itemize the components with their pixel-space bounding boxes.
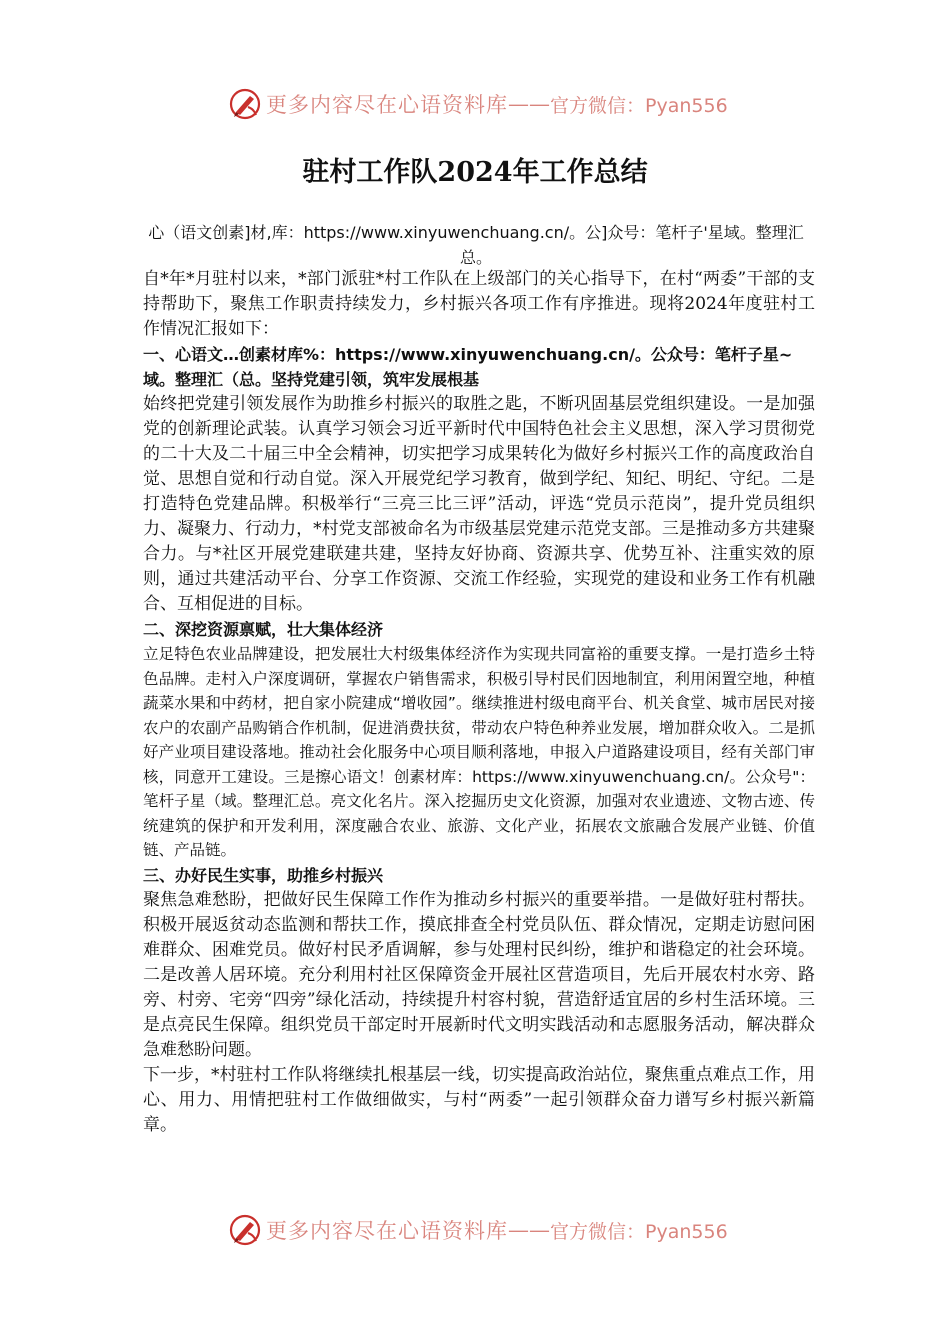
pen-logo-icon (228, 1213, 262, 1247)
footer-watermark-banner (0, 1210, 950, 1250)
section1-heading: 一、心语文…创素材库%：https://www.xinyuwenchuang.cn/。公众号：笔杆子星~域。整理汇（总。坚持党建引领，筑牢发展根基 (143, 345, 793, 389)
header-watermark-banner (0, 84, 950, 124)
conclusion-paragraph: 下一步，*村驻村工作队将继续扎根基层一线，切实提高政治站位，聚焦重点难点工作，用心、用力、用情把驻村工作做细做实，与村“两委”一起引领群众奋力谱写乡村振兴新篇章。 (143, 1064, 815, 1135)
document-body (143, 267, 815, 1138)
banner-text: 更多内容尽在心语资料库 (266, 1219, 508, 1243)
banner-contact: 官方微信：Pyan556 (550, 94, 728, 117)
section2-body: 立足特色农业品牌建设，把发展壮大村级集体经济作为实现共同富裕的重要支撑。一是打造乡土特色品牌。走村入户深度调研，掌握农户销售需求，积极引导村民们因地制宜，利用闲置空地，种植蔬菜水果和中药材，把自家小院建成“增收园”。继续推进村级电商平台、机关食堂、城市居民对接农户的农副产品购销合作机制，促进消费扶贫，带动农户特色种养业发展，增加群众收入。二是抓好产业项目建设落地。推动社会化服务中心项目顺利落地，申报入户道路建设项目，经有关部门审核，同意开工建设。三是擦心语文！创素材库：https://www.xinyuwenchuang.cn/。公众号"：笔杆子星（域。整理汇总。亮文化名片。深入挖掘历史文化资源，加强对农业遗迹、文物古迹、传统建筑的保护和开发利用，深度融合农业、旅游、文化产业，拓展农文旅融合发展产业链、价值链、产品链。 (143, 645, 815, 859)
banner-contact: 官方微信：Pyan556 (550, 1220, 728, 1243)
section1-body: 始终把党建引领发展作为助推乡村振兴的取胜之匙，不断巩固基层党组织建设。一是加强党的创新理论武装。认真学习领会习近平新时代中国特色社会主义思想，深入学习贯彻党的二十大及二十届三中全会精神，切实把学习成果转化为做好乡村振兴工作的高度政治自觉、思想自觉和行动自觉。深入开展党纪学习教育，做到学纪、知纪、明纪、守纪。二是打造特色党建品牌。积极举行“三亮三比三评”活动，评选“党员示范岗”，提升党员组织力、凝聚力、行动力，*村党支部被命名为市级基层党建示范党支部。三是推动多方共建聚合力。与*社区开展党建联建共建，坚持友好协商、资源共享、优势互补、注重实效的原则，通过共建活动平台、分享工作资源、交流工作经验，实现党的建设和业务工作有机融合、互相促进的目标。 (143, 394, 815, 614)
banner-text: 更多内容尽在心语资料库 (266, 93, 508, 117)
section3-body: 聚焦急难愁盼，把做好民生保障工作作为推动乡村振兴的重要举措。一是做好驻村帮扶。积极开展返贫动态监测和帮扶工作，摸底排查全村党员队伍、群众情况，定期走访慰问困难群众、困难党员。做好村民矛盾调解，参与处理村民纠纷，维护和谐稳定的社会环境。二是改善人居环境。充分利用村社区保障资金开展社区营造项目，先后开展农村水旁、路旁、村旁、宅旁“四旁”绿化活动，持续提升村容村貌，营造舒适宜居的乡村生活环境。三是点亮民生保障。组织党员干部定时开展新时代文明实践活动和志愿服务活动，解决群众急难愁盼问题。 (143, 889, 815, 1060)
banner-separator: —— (508, 92, 550, 116)
source-notice: 心（语文创素]材,库：https://www.xinyuwenchuang.cn/。公]众号：笔杆子'星域。整理汇总。 (148, 223, 804, 267)
intro-paragraph: 自*年*月驻村以来，*部门派驻*村工作队在上级部门的关心指导下，在村“两委”干部的支持帮助下，聚焦工作职责持续发力，乡村振兴各项工作有序推进。现将2024年度驻村工作情况汇报如下： (143, 269, 815, 339)
section3-heading: 三、办好民生实事，助推乡村振兴 (143, 865, 384, 885)
banner-separator: —— (508, 1218, 550, 1242)
pen-logo-icon (228, 87, 262, 121)
section2-heading: 二、深挖资源禀赋，壮大集体经济 (143, 620, 384, 639)
document-title: 驻村工作队2024年工作总结 (302, 157, 648, 188)
